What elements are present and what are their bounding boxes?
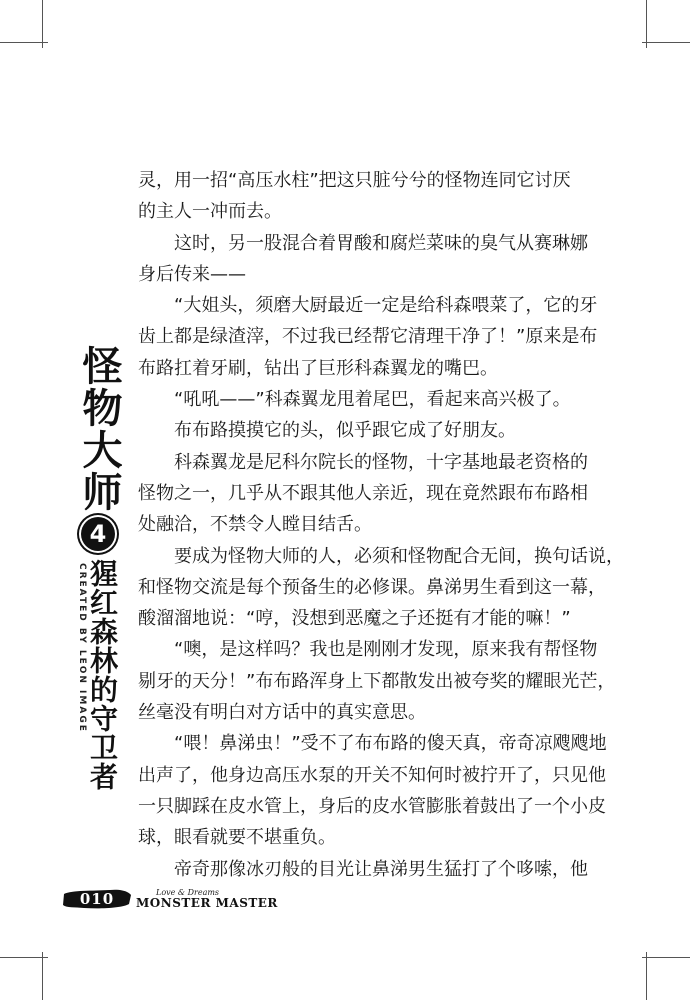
text-line: 齿上都是绿渣滓，不过我已经帮它清理干净了！”原来是布 <box>138 326 598 348</box>
text-line: “大姐头，须磨大厨最近一定是给科森喂菜了，它的牙 <box>138 295 598 317</box>
text-line: 布路扛着牙刷，钻出了巨形科森翼龙的嘴巴。 <box>138 357 498 379</box>
page-number: 010 <box>79 890 115 908</box>
credit-text: CREATED BY LEON IMAGE <box>77 563 87 733</box>
text-line: 怪物之一，几乎从不跟其他人亲近，现在竟然跟布布路相 <box>138 482 588 504</box>
text-line: 出声了，他身边高压水泵的开关不知何时被拧开了，只见他 <box>138 764 606 786</box>
text-line: 的主人一冲而去。 <box>138 201 282 223</box>
text-line: 丝毫没有明白对方话中的真实意思。 <box>138 702 426 724</box>
text-line: 一只脚踩在皮水管上，身后的皮水管膨胀着鼓出了一个小皮 <box>138 795 606 817</box>
subtitle-row <box>75 559 117 791</box>
text-line: 处融洽，不禁令人瞠目结舌。 <box>138 514 372 536</box>
text-line: 要成为怪物大师的人，必须和怪物配合无间，换句话说， <box>138 545 624 567</box>
page-number-badge <box>62 888 132 910</box>
brand-tagline: Love & Dreams <box>156 888 220 897</box>
footer-brand <box>136 889 278 909</box>
text-line: 身后传来—— <box>138 263 246 285</box>
series-title: 怪物大师 <box>76 345 122 513</box>
text-line: 灵，用一招“高压水柱”把这只脏兮兮的怪物连同它讨厌 <box>138 170 571 191</box>
text-line: “吼吼——”科森翼龙甩着尾巴，看起来高兴极了。 <box>138 389 571 411</box>
book-subtitle: 猩红森林的守卫者 <box>86 559 119 791</box>
volume-badge: 4 <box>81 517 115 551</box>
book-side-title <box>72 345 120 791</box>
text-line: 球，眼看就要不堪重负。 <box>138 827 336 849</box>
text-line: “噢，是这样吗？我也是刚刚才发现，原来我有帮怪物 <box>138 639 598 661</box>
page-footer <box>62 888 278 910</box>
page-body-text <box>138 165 624 885</box>
text-line: 科森翼龙是尼科尔院长的怪物，十字基地最老资格的 <box>138 451 588 473</box>
text-line: 帝奇那像冰刃般的目光让鼻涕男生猛打了个哆嗦，他 <box>138 858 588 880</box>
brand-name: MONSTER MASTER <box>136 896 278 910</box>
text-line: 这时，另一股混合着胃酸和腐烂菜味的臭气从赛琳娜 <box>138 232 588 254</box>
text-line: “喂！鼻涕虫！”受不了布布路的傻天真，帝奇凉飕飕地 <box>138 733 607 755</box>
text-line: 布布路摸摸它的头，似乎跟它成了好朋友。 <box>138 420 516 442</box>
text-line: 酸溜溜地说：“哼，没想到恶魔之子还挺有才能的嘛！” <box>138 608 571 630</box>
text-line: 和怪物交流是每个预备生的必修课。鼻涕男生看到这一幕， <box>138 576 606 598</box>
text-line: 剔牙的天分！”布布路浑身上下都散发出被夸奖的耀眼光芒， <box>138 670 616 692</box>
